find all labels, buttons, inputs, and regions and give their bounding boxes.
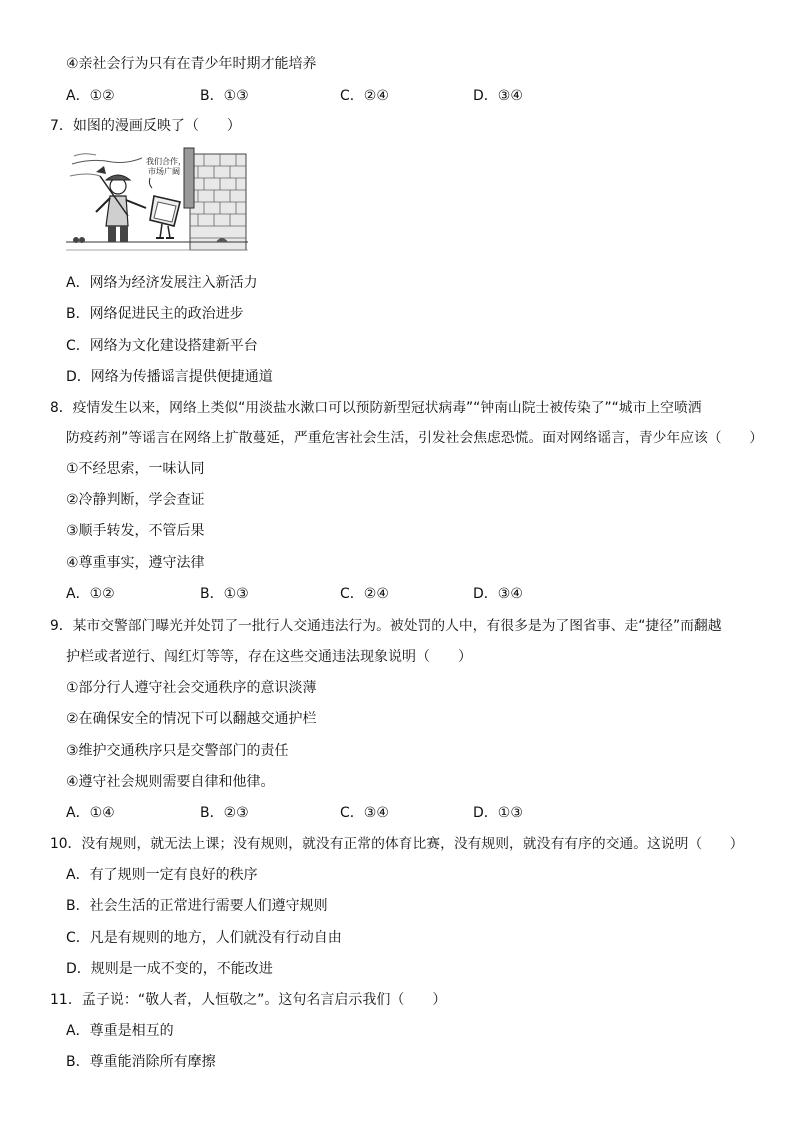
q9-statement-2: ②在确保安全的情况下可以翻越交通护栏: [66, 711, 317, 727]
q9-option-a: A．①④: [66, 805, 115, 821]
q9-stem-line2: 护栏或者逆行、闯红灯等等，存在这些交通违法现象说明（ ）: [66, 649, 472, 665]
q11-stem: 11．孟子说：“敬人者，人恒敬之”。这句名言启示我们（ ）: [50, 992, 447, 1008]
q6-statement-4: ④亲社会行为只有在青少年时期才能培养: [66, 56, 317, 72]
q8-statement-1: ①不经思索，一味认同: [66, 461, 205, 477]
q7-option-a: A．网络为经济发展注入新活力: [66, 275, 258, 291]
q11-option-a: A．尊重是相互的: [66, 1023, 174, 1039]
q8-option-c: C．②④: [340, 586, 389, 602]
q9-stem-line1: 9．某市交警部门曝光并处罚了一批行人交通违法行为。被处罚的人中，有很多是为了图省事、走“捷径”而翻越: [50, 618, 722, 634]
q10-option-a: A．有了规则一定有良好的秩序: [66, 867, 258, 883]
cartoon-caption-1: 我们合作，: [146, 157, 186, 166]
q7-option-c: C．网络为文化建设搭建新平台: [66, 338, 258, 354]
q8-statement-3: ③顺手转发，不管后果: [66, 523, 205, 539]
q7-option-d: D．网络为传播谣言提供便捷通道: [66, 369, 273, 385]
q9-statement-1: ①部分行人遵守社会交通秩序的意识淡薄: [66, 680, 317, 696]
q6-option-b: B．①③: [200, 88, 249, 104]
q7-option-b: B．网络促进民主的政治进步: [66, 306, 244, 322]
q10-option-d: D．规则是一成不变的，不能改进: [66, 961, 273, 977]
q11-option-b: B．尊重能消除所有摩擦: [66, 1054, 216, 1070]
q9-statement-4: ④遵守社会规则需要自律和他律。: [66, 774, 275, 790]
q9-statement-3: ③维护交通秩序只是交警部门的责任: [66, 743, 289, 759]
q10-option-b: B．社会生活的正常进行需要人们遵守规则: [66, 898, 328, 914]
q8-statement-4: ④尊重事实，遵守法律: [66, 555, 205, 571]
q8-stem-line1: 8．疫情发生以来，网络上类似“用淡盐水漱口可以预防新型冠状病毒”“钟南山院士被传染了”“城市上空喷洒: [50, 400, 702, 416]
q10-option-c: C．凡是有规则的地方，人们就没有行动自由: [66, 930, 342, 946]
q9-option-d: D．①③: [473, 805, 523, 821]
q7-stem: 7．如图的漫画反映了（ ）: [50, 118, 241, 134]
q6-option-a: A．①②: [66, 88, 115, 104]
q6-option-d: D．③④: [473, 88, 523, 104]
q7-cartoon: [66, 146, 248, 260]
q6-option-c: C．②④: [340, 88, 389, 104]
q9-option-b: B．②③: [200, 805, 249, 821]
cartoon-illustration: [66, 146, 248, 260]
q9-option-c: C．③④: [340, 805, 389, 821]
q8-stem-line2: 防疫药剂”等谣言在网络上扩散蔓延，严重危害社会生活，引发社会焦虑恐慌。面对网络谣言，青少年应该（ ）: [66, 430, 763, 446]
q8-option-d: D．③④: [473, 586, 523, 602]
q10-stem: 10．没有规则，就无法上课；没有规则，就没有正常的体育比赛，没有规则，就没有有序的交通。这说明（ ）: [50, 836, 744, 852]
q8-statement-2: ②冷静判断，学会查证: [66, 492, 205, 508]
cartoon-caption-2: 市场广阔: [148, 167, 180, 176]
q8-option-a: A．①②: [66, 586, 115, 602]
q8-option-b: B．①③: [200, 586, 249, 602]
